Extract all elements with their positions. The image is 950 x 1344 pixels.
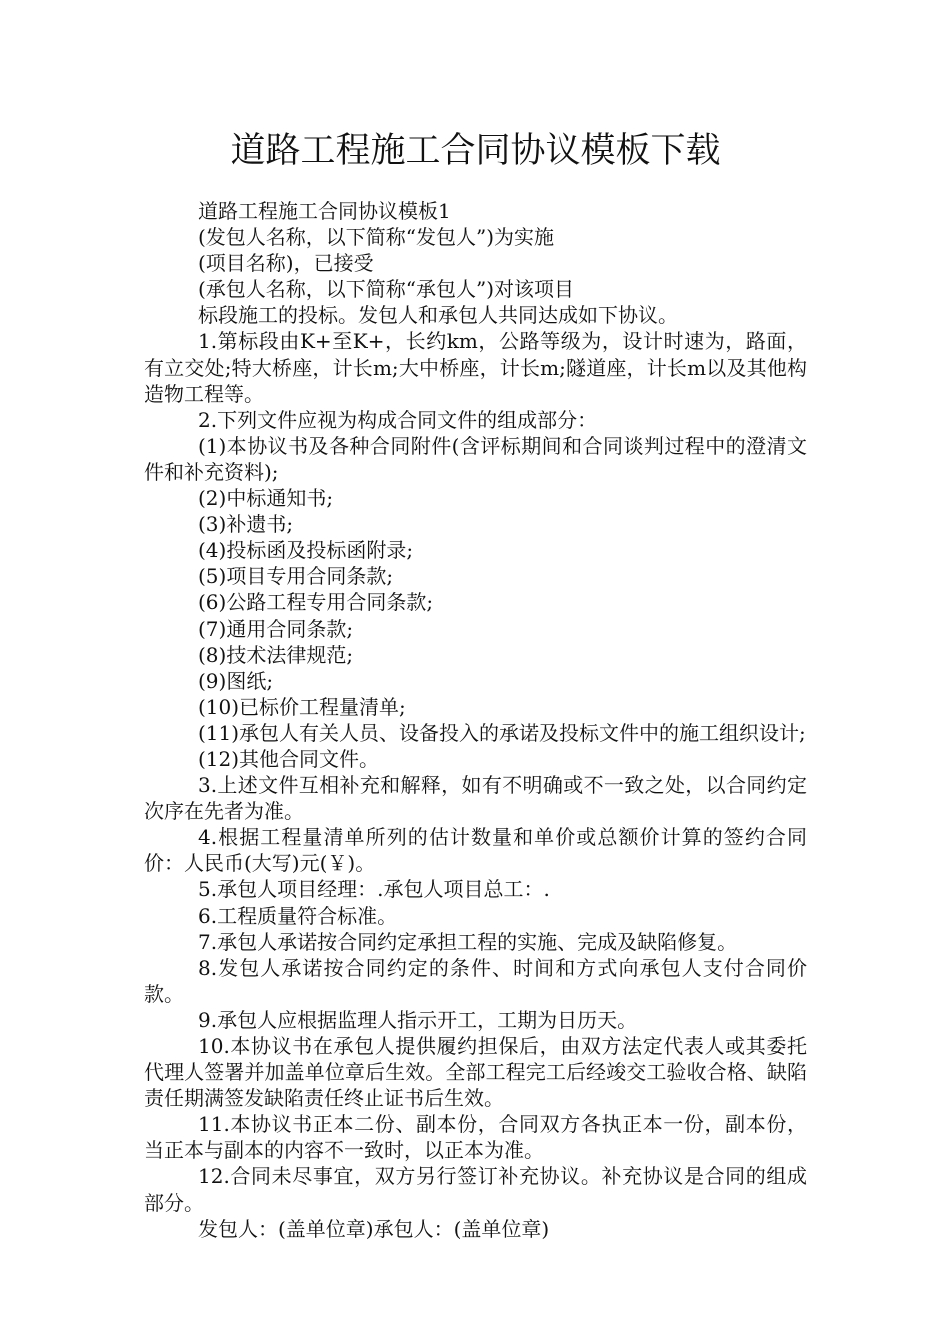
- clause-2-item: (10)已标价工程量清单;: [198, 694, 406, 719]
- clause-3: 3.上述文件互相补充和解释，如有不明确或不一致之处，以合同约定次序在先者为准。: [144, 773, 807, 824]
- clause-2: 2.下列文件应视为构成合同文件的组成部分：: [198, 407, 598, 432]
- paragraph: 标段施工的投标。发包人和承包人共同达成如下协议。: [198, 303, 678, 328]
- paragraph: (项目名称)，已接受: [198, 251, 374, 276]
- clause-2-item: (5)项目专用合同条款;: [198, 564, 394, 589]
- clause-6: 6.工程质量符合标准。: [198, 903, 398, 928]
- clause-2-item: (4)投标函及投标函附录;: [198, 538, 414, 563]
- paragraph: (发包人名称，以下简称“发包人”)为实施: [198, 225, 555, 250]
- paragraph-heading: 道路工程施工合同协议模板1: [198, 199, 451, 223]
- signature-line: 发包人：(盖单位章)承包人：(盖单位章): [198, 1216, 550, 1241]
- clause-2-item: (8)技术法律规范;: [198, 642, 354, 667]
- clause-7: 7.承包人承诺按合同约定承担工程的实施、完成及缺陷修复。: [198, 929, 738, 954]
- paragraph: (承包人名称，以下简称“承包人”)对该项目: [198, 277, 575, 302]
- clause-11: 11.本协议书正本二份、副本份，合同双方各执正本一份，副本份，当正本与副本的内容不一致时，以正本为准。: [144, 1112, 807, 1163]
- clause-2-item: (3)补遗书;: [198, 512, 294, 537]
- clause-9: 9.承包人应根据监理人指示开工，工期为日历天。: [198, 1007, 638, 1032]
- clause-2-item: (12)其他合同文件。: [198, 746, 380, 771]
- clause-2-item: (2)中标通知书;: [198, 486, 334, 511]
- clause-4: 4.根据工程量清单所列的估计数量和单价或总额价计算的签约合同价：人民币(大写)元(￥)。: [144, 825, 807, 876]
- clause-8: 8.发包人承诺按合同约定的条件、时间和方式向承包人支付合同价款。: [144, 955, 807, 1006]
- clause-5: 5.承包人项目经理：.承包人项目总工：.: [198, 877, 550, 902]
- clause-2-item: (7)通用合同条款;: [198, 616, 354, 641]
- clause-2-item: (1)本协议书及各种合同附件(含评标期间和合同谈判过程中的澄清文件和补充资料);: [144, 433, 807, 484]
- clause-2-item: (6)公路工程专用合同条款;: [198, 590, 434, 615]
- document-body: [144, 198, 807, 1242]
- document-title: 道路工程施工合同协议模板下载: [230, 131, 721, 171]
- clause-2-item: (11)承包人有关人员、设备投入的承诺及投标文件中的施工组织设计;: [198, 720, 806, 745]
- clause-12: 12.合同未尽事宜，双方另行签订补充协议。补充协议是合同的组成部分。: [144, 1164, 807, 1215]
- clause-1: 1.第标段由K+至K+，长约km，公路等级为，设计时速为，路面，有立交处;特大桥座，计长m;大中桥座，计长m;隧道座，计长m以及其他构造物工程等。: [144, 329, 807, 406]
- clause-2-item: (9)图纸;: [198, 668, 274, 693]
- clause-10: 10.本协议书在承包人提供履约担保后，由双方法定代表人或其委托代理人签署并加盖单位章后生效。全部工程完工后经竣交工验收合格、缺陷责任期满签发缺陷责任终止证书后生效。: [144, 1034, 807, 1111]
